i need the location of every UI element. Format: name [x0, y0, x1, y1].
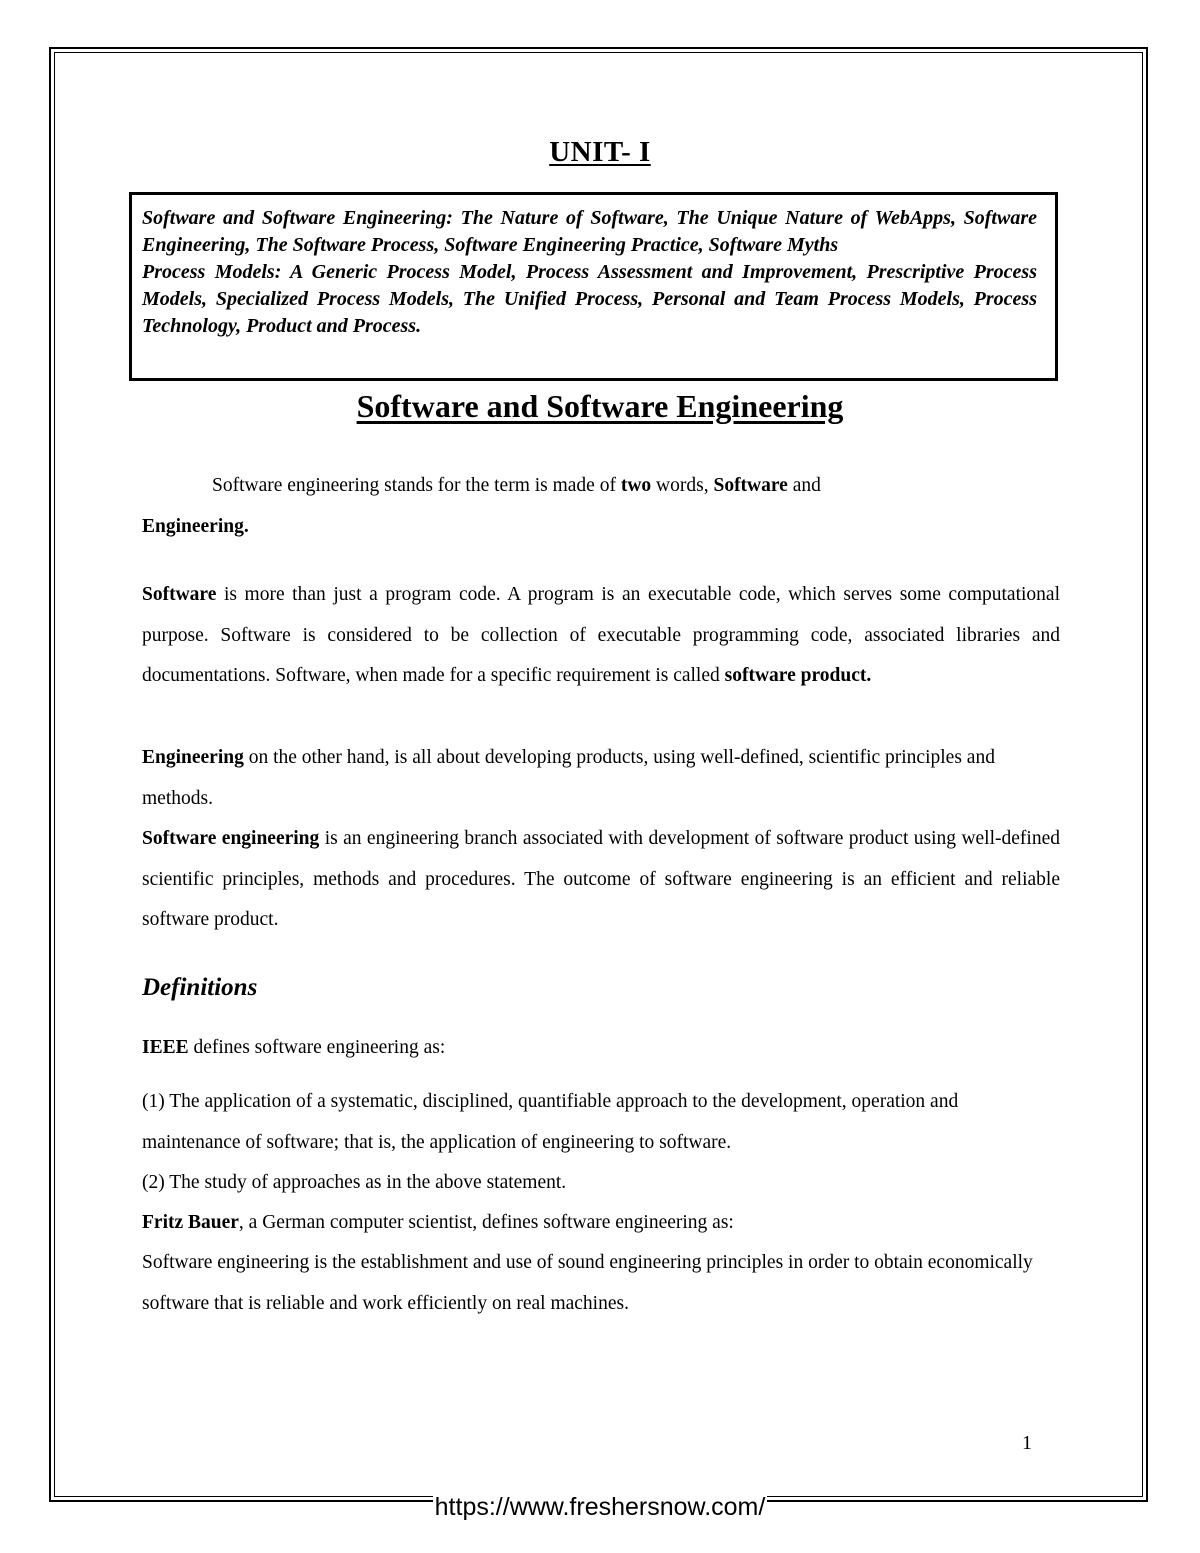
footer-url-text[interactable]: https://www.freshersnow.com/: [434, 1493, 766, 1521]
section-title: Software and Software Engineering: [356, 388, 844, 424]
syllabus-topics-process-models: Process Models: A Generic Process Model, Process Assessment and Improvement, Prescriptive Process Models, Specialized Process Models, The Unified Process, Personal and Team Process Models, Process Technology, Product and Process.: [142, 261, 1037, 337]
intro-bold-engineering: Engineering.: [142, 515, 249, 537]
intro-bold-software: Software: [713, 475, 788, 496]
syllabus-box: [129, 192, 1058, 381]
software-product-term: software product.: [724, 665, 872, 686]
software-engineering-paragraph: Software engineering is an engineering branch associated with development of software product using well-defined scientific principles, methods and procedures. The outcome of software engineering is an efficient and reliable software product.: [142, 828, 1060, 930]
software-term: Software: [142, 584, 217, 605]
syllabus-topics-software: Software and Software Engineering: The Nature of Software, The Unique Nature of WebApps, Software Engineering, The Software Process, Software Engineering Practice, Software Myths: [142, 207, 1037, 256]
engineering-term: Engineering: [142, 747, 244, 768]
intro-bold-two: two: [620, 475, 652, 496]
ieee-intro: IEEE defines software engineering as:: [142, 1037, 446, 1058]
page-number: 1: [1022, 1432, 1032, 1454]
fritz-bauer-intro: Fritz Bauer, a German computer scientist, defines software engineering as:: [142, 1212, 734, 1233]
unit-title: UNIT- I: [549, 136, 651, 168]
ieee-definition-2: (2) The study of approaches as in the above statement.: [142, 1172, 567, 1193]
ieee-term: IEEE: [142, 1037, 189, 1058]
software-definition-paragraph: Software is more than just a program code. A program is an executable code, which serves some computational purpose. Software is considered to be collection of executable programming code, associated libraries and documentations. Software, when made for a specific requirement is called software product.: [142, 584, 1060, 686]
intro-paragraph: Software engineering stands for the term is made of two words, Software and Engineering.: [142, 475, 821, 537]
engineering-definition-paragraph: Engineering on the other hand, is all about developing products, using well-defined, scientific principles and methods.: [142, 747, 995, 809]
fritz-bauer-name: Fritz Bauer: [142, 1212, 239, 1233]
ieee-definition-1: (1) The application of a systematic, disciplined, quantifiable approach to the development, operation and maintenance of software; that is, the application of engineering to software.: [142, 1091, 959, 1153]
definitions-heading: Definitions: [142, 974, 258, 1001]
footer-url[interactable]: [0, 1493, 1200, 1522]
software-engineering-term: Software engineering: [142, 828, 320, 849]
fritz-bauer-definition: Software engineering is the establishment and use of sound engineering principles in order to obtain economically software that is reliable and work efficiently on real machines.: [142, 1252, 1033, 1314]
